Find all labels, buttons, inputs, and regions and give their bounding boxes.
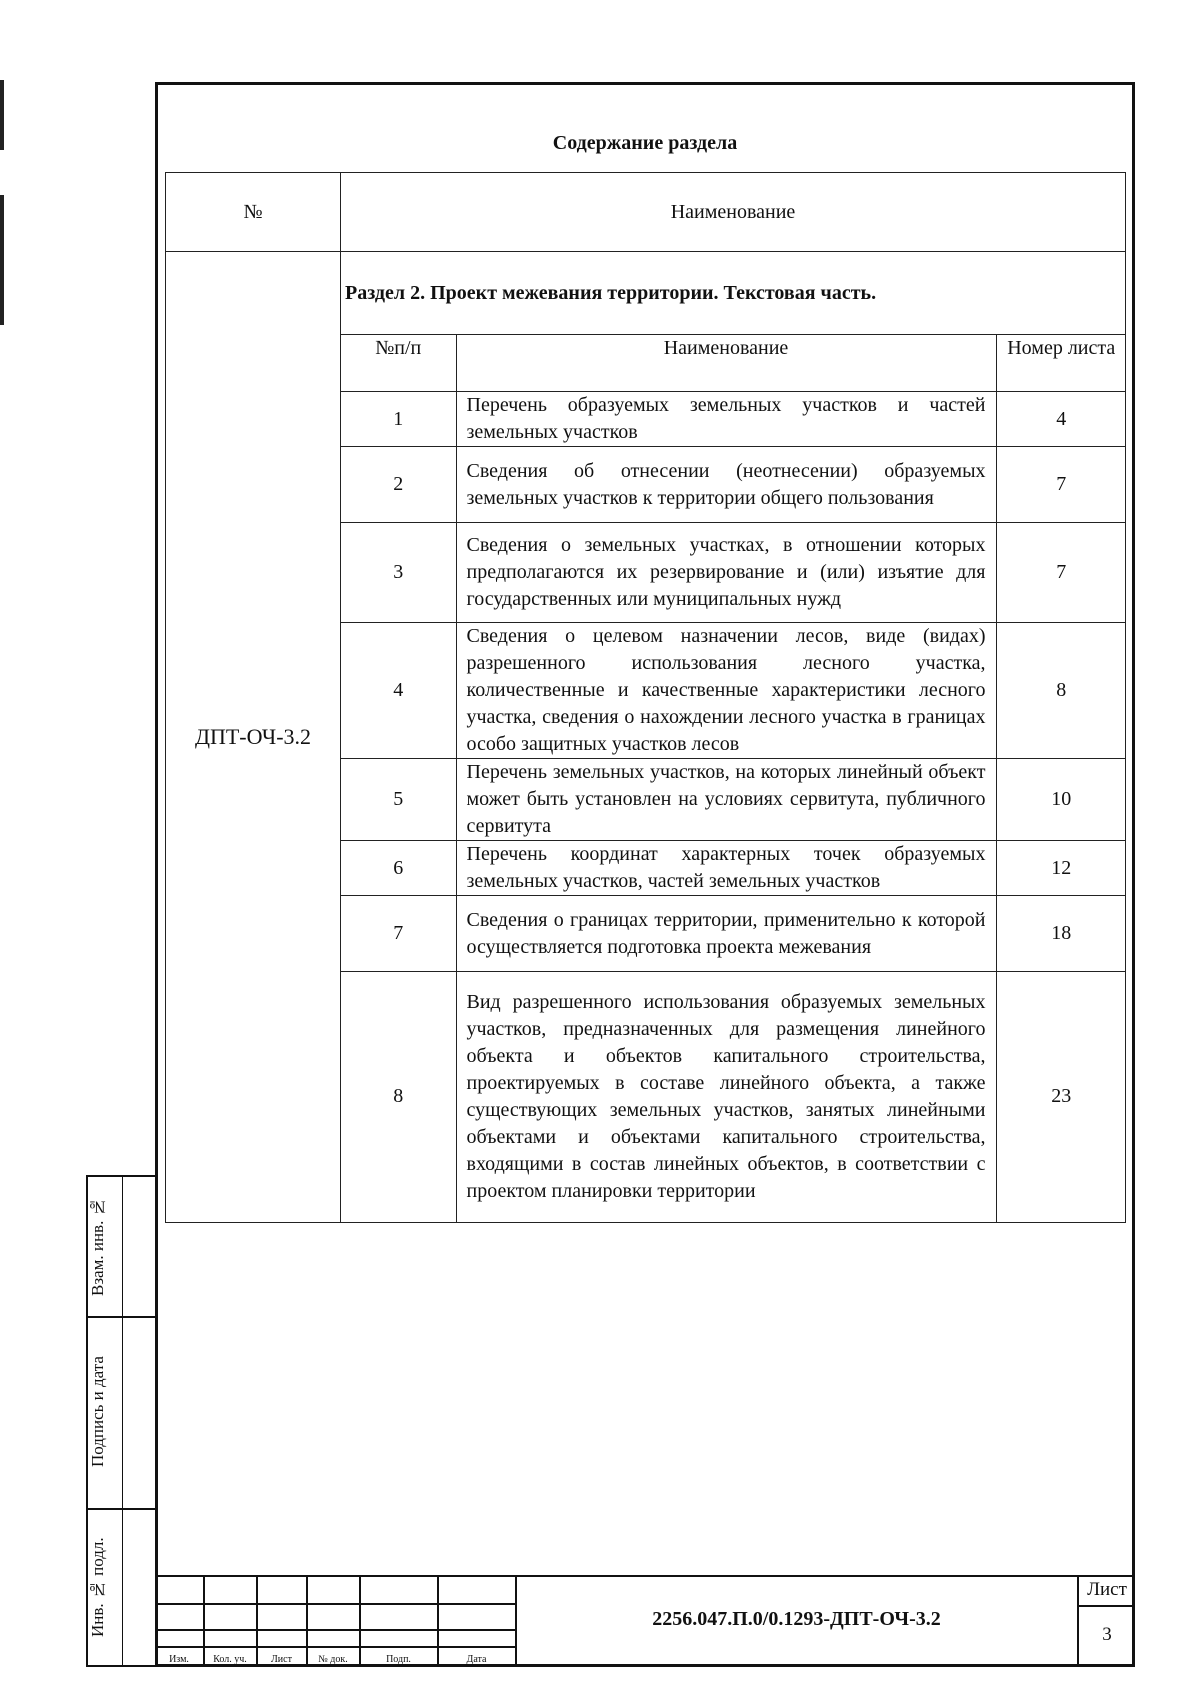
title-block-col-line xyxy=(437,1575,439,1664)
row-number: 7 xyxy=(341,896,456,972)
vzam-inv-label: Взам. инв. № xyxy=(88,1197,107,1296)
label-list: Лист xyxy=(271,1654,292,1665)
row-sheet: 12 xyxy=(996,841,1126,896)
title-block-row-line xyxy=(155,1629,515,1631)
podpis-data-label: Подпись и дата xyxy=(88,1356,107,1468)
inner-header-name: Наименование xyxy=(456,335,996,392)
sheet-number: 3 xyxy=(1102,1624,1112,1645)
row-sheet: 23 xyxy=(996,972,1126,1222)
document-code: ДПТ-ОЧ-3.2 xyxy=(166,252,341,1223)
row-number: 2 xyxy=(341,447,456,523)
sheet-label: Лист xyxy=(1087,1579,1127,1600)
row-name: Перечень координат характерных точек образуемых земельных участков, частей земельных участков xyxy=(456,841,996,896)
title-block-col-line xyxy=(203,1575,205,1664)
table-row xyxy=(341,759,1126,841)
row-name: Сведения об отнесении (неотнесении) образуемых земельных участков к территории общего пользования xyxy=(456,447,996,523)
row-sheet: 4 xyxy=(996,392,1126,447)
header-number: № xyxy=(166,173,341,252)
row-number: 5 xyxy=(341,759,456,841)
title-block-row-line xyxy=(155,1603,515,1605)
title-block-col-line xyxy=(359,1575,361,1664)
table-row xyxy=(341,623,1126,759)
row-sheet: 10 xyxy=(996,759,1126,841)
row-number: 6 xyxy=(341,841,456,896)
row-name: Сведения о границах территории, применительно к которой осуществляется подготовка проекта межевания xyxy=(456,896,996,972)
label-nom-dok: № док. xyxy=(318,1654,348,1665)
inner-header-sheet: Номер листа xyxy=(996,335,1126,392)
inv-podl-label: Инв. № подл. xyxy=(88,1537,107,1638)
header-name: Наименование xyxy=(341,173,1126,252)
title-block xyxy=(155,1575,1135,1667)
row-name: Перечень земельных участков, на которых линейный объект может быть установлен на условиях сервитута, публичного сервитута xyxy=(456,759,996,841)
row-number: 3 xyxy=(341,523,456,623)
row-number: 8 xyxy=(341,972,456,1222)
table-row xyxy=(341,523,1126,623)
title-block-col-line xyxy=(306,1575,308,1664)
scan-edge-mark xyxy=(0,195,4,325)
scan-edge-mark xyxy=(0,80,4,150)
row-sheet: 7 xyxy=(996,523,1126,623)
page-heading: Содержание раздела xyxy=(552,132,738,154)
document-number: 2256.047.П.0/0.1293-ДПТ-ОЧ-3.2 xyxy=(652,1608,941,1630)
row-sheet: 18 xyxy=(996,896,1126,972)
side-stamp xyxy=(86,1175,155,1667)
section-title: Раздел 2. Проект межевания территории. Текстовая часть. xyxy=(341,252,1126,335)
row-name: Сведения о земельных участках, в отношении которых предполагаются их резервирование и (или) изъятие для государственных или муниципальных нужд xyxy=(456,523,996,623)
table-row xyxy=(341,896,1126,972)
table-row xyxy=(341,972,1126,1222)
row-number: 1 xyxy=(341,392,456,447)
row-sheet: 8 xyxy=(996,623,1126,759)
row-name: Перечень образуемых земельных участков и частей земельных участков xyxy=(456,392,996,447)
section-contents-table xyxy=(341,252,1126,1222)
table-row xyxy=(341,447,1126,523)
inner-header-row xyxy=(341,335,1126,392)
title-block-row-line xyxy=(155,1646,515,1648)
row-sheet: 7 xyxy=(996,447,1126,523)
contents-table xyxy=(165,172,1126,1223)
label-data: Дата xyxy=(466,1654,487,1665)
row-name: Сведения о целевом назначении лесов, виде (видах) разрешенного использования лесного участка, количественные и качественные характеристики лесного участка, сведения о нахождении лесного участка в границах особо защитных участков лесов xyxy=(456,623,996,759)
row-number: 4 xyxy=(341,623,456,759)
label-podp: Подп. xyxy=(386,1654,411,1665)
label-izm: Изм. xyxy=(169,1654,189,1665)
title-block-col-line xyxy=(256,1575,258,1664)
table-row xyxy=(341,392,1126,447)
row-name: Вид разрешенного использования образуемых земельных участков, предназначенных для размещения линейного объекта и объектов капитального строительства, проектируемых в составе линейного объекта, а также существующих земельных участков, занятых линейными объектами и объектами капитального строительства, входящими в состав линейных объектов, в соответствии с проектом планировки территории xyxy=(456,972,996,1222)
inner-header-number: №п/п xyxy=(341,335,456,392)
label-kol-uch: Кол. уч. xyxy=(213,1654,247,1665)
table-row xyxy=(341,841,1126,896)
section-cell xyxy=(341,252,1126,1223)
